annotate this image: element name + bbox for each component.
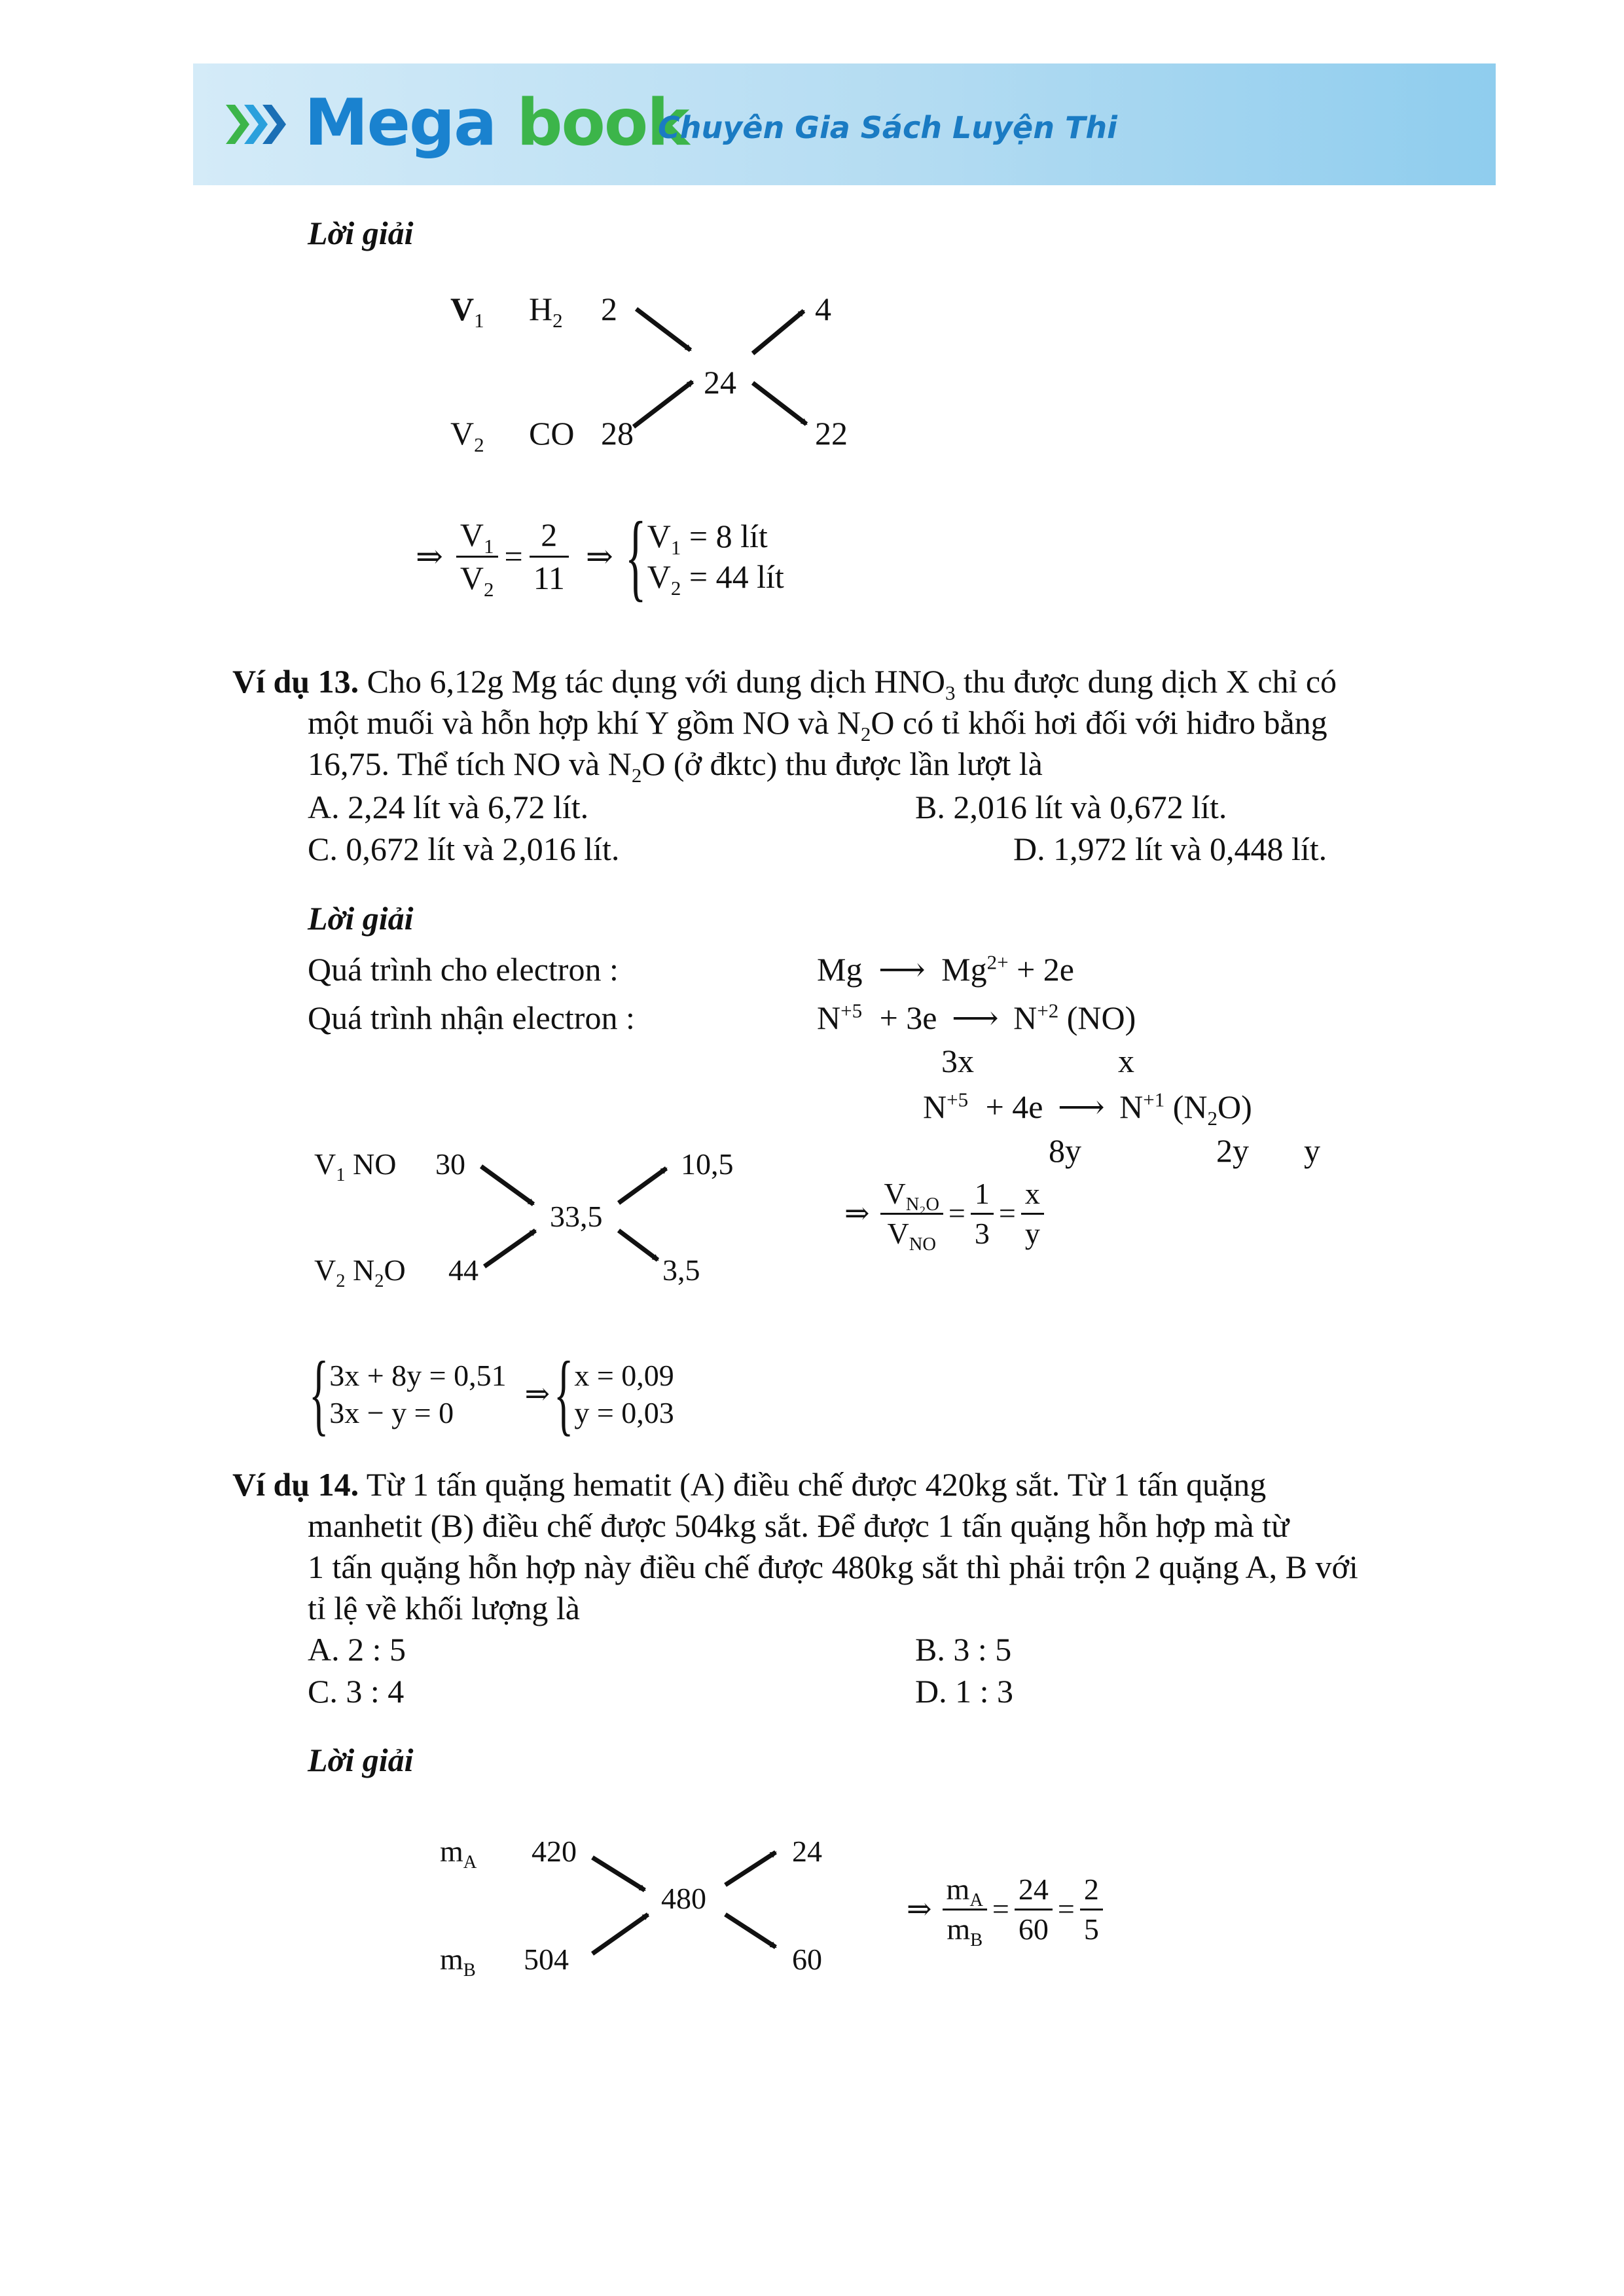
sol12-heading: Lời giải [308, 215, 414, 251]
sol13-ratio-f2: $\frac{x}{y}$ [1021, 1175, 1044, 1252]
sol14-val-a: 420 [532, 1835, 577, 1868]
left-brace-icon: { [624, 502, 647, 611]
sol13-give-label: Quá trình cho electron : [308, 951, 619, 988]
sol14-diff1: 24 [792, 1835, 822, 1868]
ex14-line2: manhetit (B) điều chế được 504kg sắt. Để được 1 tấn quặng hỗn hợp mà từ [308, 1507, 1290, 1544]
sol13-result-2: y = 0,03 [574, 1396, 674, 1429]
sol14-center: 480 [661, 1882, 706, 1915]
tagline: Chuyên Gia Sách Luyện Thi [658, 110, 1117, 145]
sol13-result-1: x = 0,09 [574, 1358, 674, 1392]
left-brace-icon: { [554, 1343, 574, 1444]
sol14-ratio-f2: $\frac{2}{5}$ [1080, 1871, 1103, 1948]
ex14-option-d: D. 1 : 3 [915, 1673, 1013, 1710]
arrow-icon [636, 309, 691, 350]
ex13-line2: một muối và hỗn hợp khí Y gồm NO và $N_2O$ có tỉ khối hơi đối với hiđro bằng [308, 704, 1327, 745]
reaction-arrow-icon: ⟶ [1057, 1088, 1105, 1125]
sol13-give-eq: Mg ⟶ $Mg^{2+} + 2e$ [817, 950, 1074, 988]
ex14-line4: tỉ lệ về khối lượng là [308, 1590, 580, 1626]
sol13-diag-v1: $V_1$ NO [314, 1147, 397, 1186]
sol12-ratio-frac: $\frac{2}{11}$ [530, 514, 569, 598]
implies-icon: ⇒ [524, 1377, 550, 1411]
arrow-icon [753, 311, 804, 353]
sol13-ratio: ⇒ $\frac{V_{N_2O}}{V_{NO}}$ = $\frac{1}{3}$ = $\frac{x}{y}$ [844, 1175, 1044, 1252]
arrow-icon [484, 1230, 535, 1266]
sol13-sys-eq2: 3x − y = 0 [329, 1396, 454, 1429]
implies-icon: ⇒ [585, 537, 613, 575]
ex14-line3: 1 tấn quặng hỗn hợp này điều chế được 480kg sắt thì phải trộn 2 quặng A, B với [308, 1549, 1358, 1585]
sol12-center: 24 [704, 364, 736, 401]
sol13-diag-v2: $V_2$ $N_2O$ [314, 1253, 406, 1292]
sol13-r2-below-2: 2y [1216, 1132, 1249, 1169]
arrow-icon [592, 1914, 648, 1954]
sol14-diff2: 60 [792, 1943, 822, 1976]
sol12-diff2: 22 [815, 415, 848, 452]
sol14-ratio: ⇒ $\frac{m_A}{m_B}$ = $\frac{24}{60}$ = $\frac{2}{5}$ [907, 1871, 1103, 1948]
sol12-co: CO [529, 415, 575, 452]
sol14-mb: $m_B$ [440, 1943, 476, 1981]
sol14-val-b: 504 [524, 1943, 569, 1976]
sol13-recv-label: Quá trình nhận electron : [308, 999, 635, 1036]
ex13-option-b: B. 2,016 lít và 0,672 lít. [915, 789, 1227, 825]
sol13-ratio-lhs: $\frac{V_{N_2O}}{V_{NO}}$ [880, 1175, 943, 1252]
ex14-option-a: A. 2 : 5 [308, 1631, 406, 1668]
arrow-icon [481, 1166, 533, 1204]
sol12-val-h2: 2 [601, 291, 617, 327]
ex13-option-c: C. 0,672 lít và 2,016 lít. [308, 831, 620, 867]
logo-word-book: book [516, 86, 689, 160]
sol13-diag-diff1: 10,5 [681, 1147, 734, 1181]
ex13-option-a: A. 2,24 lít và 6,72 lít. [308, 789, 589, 825]
sol13-r2-below-1: 8y [1049, 1132, 1081, 1169]
implies-icon: ⇒ [844, 1196, 870, 1230]
ex13-option-d: D. 1,972 lít và 0,448 lít. [1013, 831, 1327, 867]
sol12-ratio: ⇒ $\frac{V_1}{V_2}$ = $\frac{2}{11}$ ⇒ { $V_1 = 8$ lít $V_2 = 44$ lít [416, 502, 784, 611]
reaction-arrow-icon: ⟶ [878, 951, 926, 988]
sol14-ratio-lhs: $\frac{m_A}{m_B}$ [943, 1871, 987, 1948]
ex13-line1: Ví dụ 13. Cho 6,12g Mg tác dụng với dung dịch $HNO_3$ thu được dung dịch X chỉ có [232, 663, 1337, 704]
sol12-val-co: 28 [601, 415, 634, 452]
sol14-ratio-f1: $\frac{24}{60}$ [1015, 1871, 1053, 1948]
sol13-diag-val2: 44 [448, 1253, 478, 1287]
left-brace-icon: { [309, 1343, 329, 1444]
sol12-h2: $H_2$ [529, 291, 563, 332]
sol13-heading: Lời giải [308, 900, 414, 937]
sol14-ma: $m_A$ [440, 1835, 477, 1873]
implies-icon: ⇒ [907, 1892, 932, 1926]
ex14-option-c: C. 3 : 4 [308, 1673, 405, 1710]
implies-icon: ⇒ [416, 537, 443, 575]
sol14-heading: Lời giải [308, 1742, 414, 1778]
sol13-ratio-f1: $\frac{1}{3}$ [971, 1175, 994, 1252]
sol13-recv-eq1: $N^{+5} + 3e$ ⟶ $N^{+2}$ (NO) [817, 999, 1136, 1036]
logo-word-mega: Mega [304, 86, 496, 160]
arrow-icon [725, 1914, 776, 1947]
ex14-line1: Ví dụ 14. Từ 1 tấn quặng hematit (A) điều chế được 420kg sắt. Từ 1 tấn quặng [232, 1466, 1267, 1503]
sol13-diag-diff2: 3,5 [662, 1253, 700, 1287]
ex13-line3: 16,75. Thể tích NO và $N_2O$ (ở đktc) thu được lần lượt là [308, 745, 1043, 787]
sol13-r1-below-left: 3x [941, 1043, 974, 1079]
sol12-v1: $V_1$ [450, 291, 484, 332]
sol12-ratio-lhs: $\frac{V_1}{V_2}$ [456, 514, 498, 598]
sol13-r2-below-3: y [1304, 1132, 1320, 1169]
sol12-diff1: 4 [815, 291, 831, 327]
sol12-result-1: $V_1 = 8$ lít [647, 517, 768, 559]
sol13-r1-below-right: x [1118, 1043, 1134, 1079]
sol13-sys-eq1: 3x + 8y = 0,51 [329, 1358, 507, 1392]
sol13-recv-eq2: $N^{+5} + 4e$ ⟶ $N^{+1}$ $(N_2O)$ [923, 1088, 1252, 1130]
reaction-arrow-icon: ⟶ [951, 999, 999, 1036]
sol12-v2: $V_2$ [450, 415, 484, 456]
sol12-result-2: $V_2 = 44$ lít [647, 558, 784, 600]
ex14-option-b: B. 3 : 5 [915, 1631, 1012, 1668]
arrow-icon [592, 1857, 645, 1890]
arrow-icon [753, 383, 806, 424]
sol13-diag-val1: 30 [435, 1147, 465, 1181]
arrow-icon [725, 1852, 776, 1885]
sol13-diag-center: 33,5 [550, 1200, 603, 1233]
arrow-icon [634, 382, 693, 427]
arrow-icon [619, 1168, 666, 1203]
arrow-icon [619, 1230, 658, 1260]
